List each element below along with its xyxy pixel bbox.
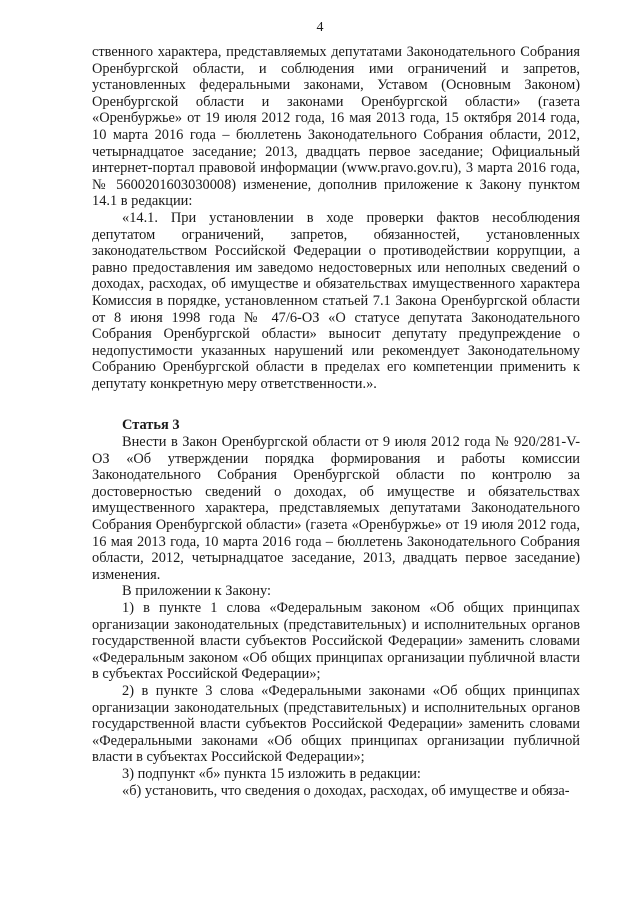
- section-gap: [92, 392, 580, 417]
- paragraph-item-2: 2) в пункте 3 слова «Федеральными законами «Об общих принципах организации законодательных (представительных) и исполнительных органов государственной власти субъектов Российской Федерации» заменить словами «Федеральными законами «Об общих принципах организации публичной власти в субъектах Российской Федерации»;: [92, 682, 580, 766]
- document-body: [92, 44, 580, 799]
- paragraph-item-3: 3) подпункт «б» пункта 15 изложить в редакции:: [122, 765, 421, 782]
- paragraph-point-14-1: «14.1. При установлении в ходе проверки фактов несоблюдения депутатом ограничений, запретов, обязанностей, установленных законодательством Российской Федерации о противодействии коррупции, а равно предоставления им заведомо недостоверных или неполных сведений о доходах, расходах, об имуществе и обязательствах имущественного характера Комиссия в порядке, установленном статьей 7.1 Закона Оренбургской области от 8 июня 1998 года № 47/6-ОЗ «О статусе депутата Законодательного Собрания Оренбургской области» выносит депутату предупреждение о недопустимости указанных нарушений или рекомендует Законодательному Собранию Оренбургской области в пределах его компетенции применить к депутату конкретную меру ответственности.».: [92, 209, 580, 392]
- paragraph-continuation: ственного характера, представляемых депутатами Законодательного Собрания Оренбургской области, и соблюдения ими ограничений и запретов, установленных федеральными законами, Уставом (Основным Законом) Оренбургской области и законами Оренбургской области» (газета «Оренбуржье» от 19 июля 2012 года, 16 мая 2013 года, 15 октября 2014 года, 10 марта 2016 года – бюллетень Законодательного Собрания области, 2012, четырнадцатое заседание; 2013, двадцать первое заседание; Официальный интернет-портал правовой информации (www.pravo.gov.ru), 3 марта 2016 года, № 5600201603030008) изменение, дополнив приложение к Закону пунктом 14.1 в редакции:: [92, 44, 580, 210]
- paragraph-appendix-intro: В приложении к Закону:: [122, 583, 271, 600]
- paragraph-item-1: 1) в пункте 1 слова «Федеральным законом «Об общих принципах организации законодательных (представительных) и исполнительных органов государственной власти субъектов Российской Федерации» заменить словами «Федеральным законом «Об общих принципах организации публичной власти в субъектах Российской Федерации»;: [92, 600, 580, 683]
- paragraph-subitem-b: «б) установить, что сведения о доходах, расходах, об имуществе и обяза-: [122, 782, 570, 799]
- article-3-heading: Статья 3: [122, 417, 180, 434]
- page-number: 4: [316, 20, 324, 35]
- paragraph-article-3-intro: Внести в Закон Оренбургской области от 9 июля 2012 года № 920/281-V-ОЗ «Об утверждении порядка формирования и работы комиссии Законодательного Собрания Оренбургской области по контролю за достоверностью сведений о доходах, об имуществе и обязательствах имущественного характера, представляемых депутатами Законодательного Собрания Оренбургской области» (газета «Оренбуржье» от 19 июля 2012 года, 16 мая 2013 года, 10 марта 2016 года – бюллетень Законодательного Собрания области, 2012, четырнадцатое заседание, 2013, двадцать первое заседание) изменения.: [92, 434, 580, 583]
